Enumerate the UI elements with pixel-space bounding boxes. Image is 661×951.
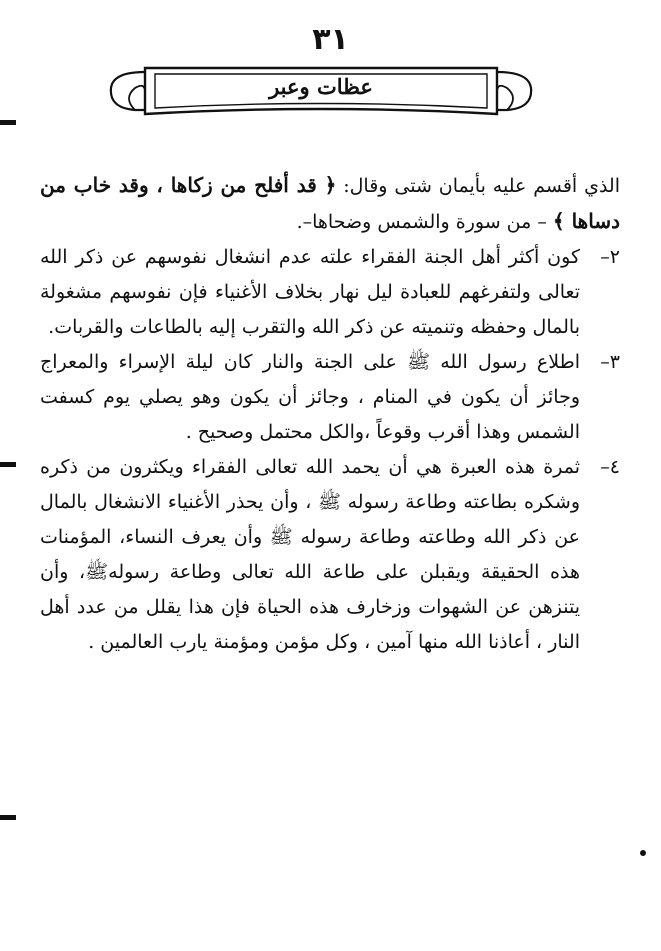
page-body — [40, 168, 620, 660]
quran-quote: ﴿ قد أفلح من زكاها ، وقد خاب من دساها ﴾ — [40, 173, 620, 233]
scan-edge-mark — [0, 462, 16, 467]
scan-dot — [640, 850, 646, 856]
page-number: ٣١ — [312, 22, 349, 57]
item-number: ٢– — [600, 246, 620, 268]
intro-source: – من سورة والشمس وضحاها–. — [296, 211, 553, 233]
item-text: كون أكثر أهل الجنة الفقراء علته عدم انشغال نفوسهم عن ذكر الله تعالى ولتفرغهم للعبادة ليل نهار بخلاف الأغنياء فإن نفوسهم مشغولة بالمال وحفظه وتنميته عن ذكر الله والتقرب إليه بالطاعات والقربات. — [40, 246, 580, 338]
intro-paragraph — [40, 168, 620, 240]
chapter-title-banner — [105, 58, 537, 128]
list-item — [40, 450, 620, 660]
chapter-title: عظات وعبر — [269, 74, 373, 99]
intro-text: الذي أقسم عليه بأيمان شتى وقال: — [336, 175, 620, 197]
list-item — [40, 240, 620, 345]
scan-edge-mark — [0, 815, 16, 820]
item-number: ٣– — [600, 351, 620, 373]
scan-edge-mark — [0, 120, 16, 125]
item-number: ٤– — [600, 456, 620, 478]
item-text: اطلاع رسول الله ﷺ على الجنة والنار كان ليلة الإسراء والمعراج وجائز أن يكون في المنام ، وجائز أن يكون وهو يصلي يوم كسفت الشمس وهذا أقرب وقوعاً ،والكل محتمل وصحيح . — [40, 351, 580, 443]
list-item — [40, 345, 620, 450]
item-text: ثمرة هذه العبرة هي أن يحمد الله تعالى الفقراء ويكثرون من ذكره وشكره بطاعته وطاعة رسوله ﷺ ، وأن يحذر الأغنياء الانشغال بالمال عن ذكر الله وطاعته وطاعة رسوله ﷺ وأن يعرف النساء، المؤمنات هذه الحقيقة ويقبلن على طاعة الله تعالى وطاعة رسولهﷺ، وأن يتنزهن عن الشهوات وزخارف هذه الحياة فإن هذا يقلل من عدد أهل النار ، أعاذنا الله منها آمين ، وكل مؤمن ومؤمنة يارب العالمين . — [40, 456, 580, 653]
